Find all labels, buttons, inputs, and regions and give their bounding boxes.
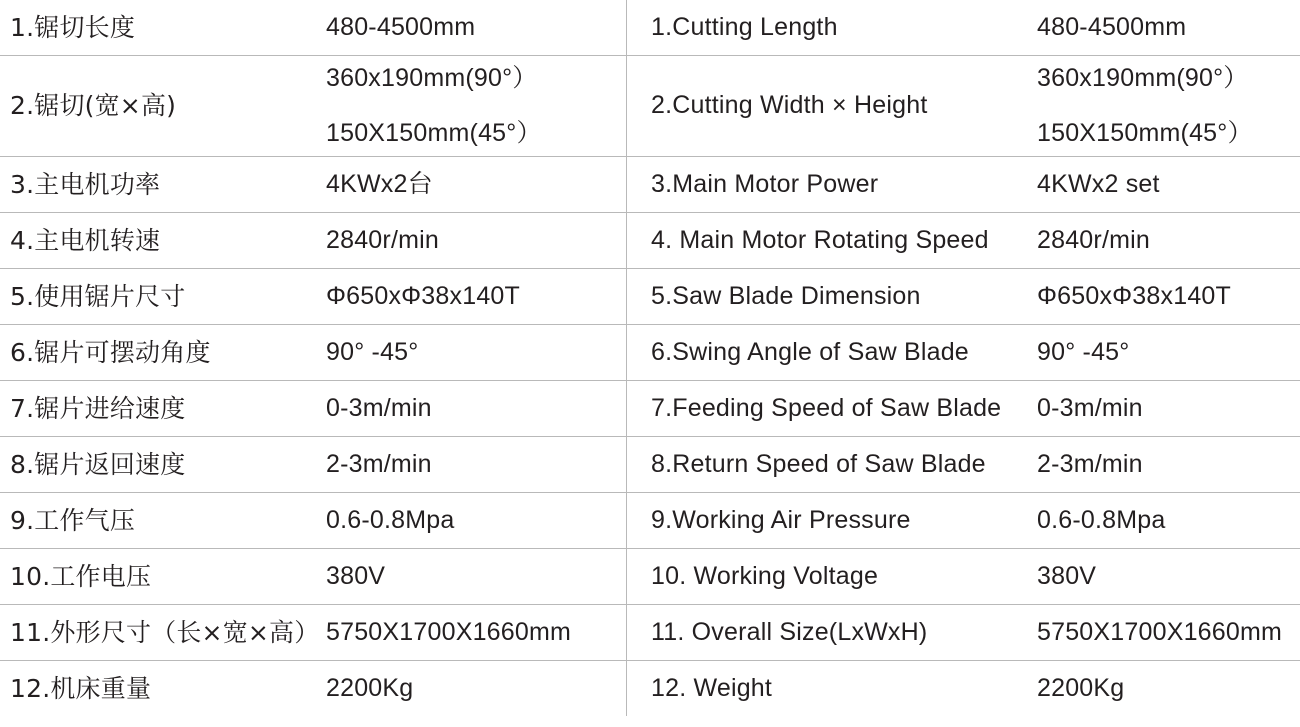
value-line: 2840r/min (1037, 225, 1150, 254)
cell-english-label: 10. Working Voltage (627, 549, 1032, 605)
value-line: 5750X1700X1660mm (1037, 617, 1283, 646)
value-line: 150X150mm(45°） (326, 119, 542, 147)
table-row (0, 0, 1300, 56)
cell-english-label: 6.Swing Angle of Saw Blade (627, 325, 1032, 381)
value-line: 2200Kg (1037, 673, 1125, 702)
cell-chinese-value (320, 493, 627, 549)
cell-english-label: 2.Cutting Width × Height (627, 56, 1032, 157)
cell-english-label: 5.Saw Blade Dimension (627, 269, 1032, 325)
value-line: 150X150mm(45°） (1037, 119, 1253, 147)
cell-chinese-label: 12.机床重量 (10, 673, 152, 703)
table-row (0, 157, 1300, 213)
cell-chinese-value (320, 605, 627, 661)
cell-chinese-label: 10.工作电压 (0, 549, 320, 605)
cell-english-value (1031, 493, 1300, 549)
cell-chinese-label: 2.锯切(宽×高) (0, 56, 320, 157)
cell-english-label: 4. Main Motor Rotating Speed (627, 213, 1032, 269)
cell-english-value (1031, 325, 1300, 381)
cell-chinese-label: 3.主电机功率 (0, 157, 320, 213)
cell-chinese-value (320, 437, 627, 493)
cell-english-value (1031, 661, 1300, 717)
value-line: 0-3m/min (1037, 393, 1143, 422)
table-row (0, 549, 1300, 605)
cell-english-label: 12. Weight (651, 673, 773, 702)
cell-english-value (1031, 381, 1300, 437)
cell-english-label: 1.Cutting Length (627, 0, 1032, 56)
cell-chinese-label: 8.锯片返回速度 (0, 437, 320, 493)
table-row (0, 493, 1300, 549)
cell-english-value (1031, 56, 1300, 157)
cell-chinese-value (320, 549, 627, 605)
cell-english-value (1031, 157, 1300, 213)
cell-english-value (1031, 437, 1300, 493)
cell-chinese-label: 1.锯切长度 (0, 0, 320, 56)
cell-chinese-value (320, 381, 627, 437)
value-line: 4KWx2 set (1037, 169, 1160, 198)
cell-english-label: 3.Main Motor Power (627, 157, 1032, 213)
value-line: 0.6-0.8Mpa (1037, 505, 1166, 534)
value-line: 480-4500mm (1037, 12, 1187, 41)
cell-english-value (1031, 213, 1300, 269)
cell-english-label: 7.Feeding Speed of Saw Blade (627, 381, 1032, 437)
value-line: 0.6-0.8Mpa (326, 505, 455, 534)
value-line: 2-3m/min (326, 449, 432, 478)
cell-english-value (1031, 269, 1300, 325)
value-line: 0-3m/min (326, 393, 432, 422)
table-row (0, 661, 1300, 717)
cell-chinese-value (320, 325, 627, 381)
value-line: 2-3m/min (1037, 449, 1143, 478)
cell-chinese-value (320, 213, 627, 269)
value-line: 5750X1700X1660mm (326, 617, 572, 646)
table-row (0, 56, 1300, 157)
value-line: 360x190mm(90°） (326, 63, 538, 92)
value-line: Φ650xΦ38x140T (1037, 281, 1231, 310)
value-line: 4KWx2台 (326, 169, 433, 198)
cell-english-label: 9.Working Air Pressure (627, 493, 1032, 549)
cell-chinese-label: 9.工作气压 (0, 493, 320, 549)
table-row (0, 269, 1300, 325)
cell-chinese-value (320, 661, 627, 717)
table-row (0, 437, 1300, 493)
value-line: 380V (326, 561, 386, 590)
cell-chinese-label: 4.主电机转速 (0, 213, 320, 269)
cell-english-value (1031, 605, 1300, 661)
table-row (0, 381, 1300, 437)
value-line: 480-4500mm (326, 12, 476, 41)
value-line: 90° -45° (326, 337, 419, 366)
cell-chinese-label: 6.锯片可摆动角度 (0, 325, 320, 381)
value-line: 90° -45° (1037, 337, 1130, 366)
cell-chinese-value (320, 269, 627, 325)
cell-chinese-label: 5.使用锯片尺寸 (0, 269, 320, 325)
value-line: 2200Kg (326, 673, 414, 702)
table-row (0, 605, 1300, 661)
cell-chinese-label: 11.外形尺寸（长×宽×高） (0, 605, 320, 661)
cell-chinese-value (320, 56, 627, 157)
value-line: 360x190mm(90°） (1037, 63, 1249, 92)
cell-chinese-value (320, 157, 627, 213)
cell-english-label: 11. Overall Size(LxWxH) (627, 605, 1032, 661)
table-row (0, 213, 1300, 269)
value-line: 2840r/min (326, 225, 439, 254)
cell-english-value (1031, 549, 1300, 605)
value-line: Φ650xΦ38x140T (326, 281, 520, 310)
cell-english-value (1031, 0, 1300, 56)
cell-english-label: 8.Return Speed of Saw Blade (627, 437, 1032, 493)
cell-chinese-value (320, 0, 627, 56)
value-line: 380V (1037, 561, 1097, 590)
table-row (0, 325, 1300, 381)
cell-chinese-label: 7.锯片进给速度 (0, 381, 320, 437)
